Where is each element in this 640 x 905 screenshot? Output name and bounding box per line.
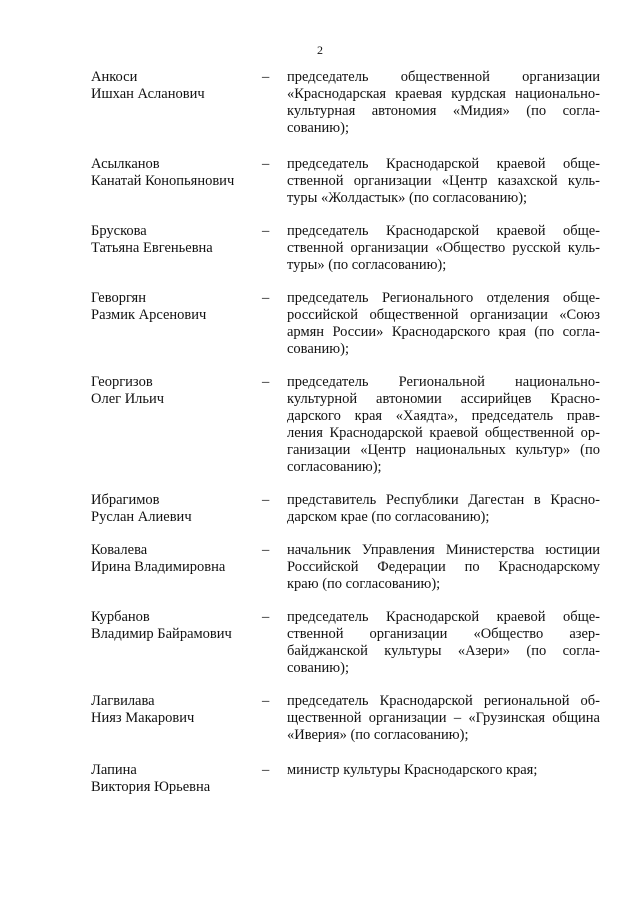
- position-line: ления Краснодарской краевой общественной ор-: [287, 425, 600, 441]
- dash-separator: –: [262, 542, 270, 558]
- member-position: [287, 156, 600, 207]
- position-line: сованию);: [287, 341, 349, 357]
- position-line: председатель Краснодарской краевой обще-: [287, 609, 600, 625]
- member-given-names: Размик Арсенович: [91, 307, 207, 323]
- position-line: согласованию);: [287, 459, 382, 475]
- member-given-names: Татьяна Евгеньевна: [91, 240, 213, 256]
- member-name: [91, 69, 256, 103]
- member-position: [287, 69, 600, 137]
- member-given-names: Руслан Алиевич: [91, 509, 192, 525]
- position-line: дарском крае (по согласованию);: [287, 509, 490, 525]
- member-surname: Ибрагимов: [91, 492, 160, 508]
- member-position: [287, 609, 600, 677]
- position-line: представитель Республики Дагестан в Красно-: [287, 492, 600, 508]
- member-position: [287, 492, 600, 526]
- member-position: [287, 762, 600, 779]
- position-line: культурной автономии ассирийцев Красно-: [287, 391, 600, 407]
- member-position: [287, 223, 600, 274]
- member-position: [287, 290, 600, 358]
- member-surname: Лапина: [91, 762, 137, 778]
- member-given-names: Олег Ильич: [91, 391, 165, 407]
- member-position: [287, 374, 600, 476]
- member-surname: Брускова: [91, 223, 147, 239]
- member-given-names: Нияз Макарович: [91, 710, 195, 726]
- dash-separator: –: [262, 762, 270, 778]
- member-surname: Асылканов: [91, 156, 160, 172]
- position-line: председатель Регионального отделения обще-: [287, 290, 600, 306]
- dash-separator: –: [262, 609, 270, 625]
- member-surname: Георгизов: [91, 374, 153, 390]
- list-item: [0, 762, 640, 852]
- member-name: [91, 609, 256, 643]
- position-line: культурная автономия «Мидия» (по согла-: [287, 103, 600, 119]
- list-item: [0, 290, 640, 380]
- position-line: туры «Жолдастык» (по согласованию);: [287, 190, 528, 206]
- position-line: Российской Федерации по Краснодарскому: [287, 559, 600, 575]
- member-surname: Анкоси: [91, 69, 138, 85]
- position-line: байджанской культуры «Азери» (по согла-: [287, 643, 600, 659]
- position-line: председатель Краснодарской региональной об-: [287, 693, 600, 709]
- member-surname: Лагвилава: [91, 693, 155, 709]
- member-position: [287, 542, 600, 593]
- dash-separator: –: [262, 492, 270, 508]
- position-line: «Иверия» (по согласованию);: [287, 727, 469, 743]
- member-name: [91, 762, 256, 796]
- position-line: ганизации «Центр национальных культур» (по: [287, 442, 600, 458]
- position-line: «Краснодарская краевая курдская национально-: [287, 86, 600, 102]
- position-line: министр культуры Краснодарского края;: [287, 762, 538, 778]
- member-surname: Ковалева: [91, 542, 148, 558]
- member-name: [91, 290, 256, 324]
- member-position: [287, 693, 600, 744]
- position-line: сованию);: [287, 660, 349, 676]
- dash-separator: –: [262, 69, 270, 85]
- member-given-names: Ирина Владимировна: [91, 559, 226, 575]
- position-line: ственной организации «Общество азер-: [287, 626, 600, 642]
- member-given-names: Ишхан Асланович: [91, 86, 205, 102]
- dash-separator: –: [262, 374, 270, 390]
- page-number: 2: [317, 43, 323, 57]
- position-line: российской общественной организации «Союз: [287, 307, 600, 323]
- position-line: ственной организации «Общество русской куль-: [287, 240, 600, 256]
- position-line: щественной организации – «Грузинская община: [287, 710, 600, 726]
- member-name: [91, 492, 256, 526]
- position-line: ственной организации «Центр казахской куль-: [287, 173, 600, 189]
- member-name: [91, 156, 256, 190]
- member-name: [91, 693, 256, 727]
- member-given-names: Виктория Юрьевна: [91, 779, 211, 795]
- position-line: краю (по согласованию);: [287, 576, 441, 592]
- member-given-names: Канатай Конопьянович: [91, 173, 235, 189]
- member-name: [91, 223, 256, 257]
- position-line: председатель Региональной национально-: [287, 374, 600, 390]
- position-line: сованию);: [287, 120, 349, 136]
- member-name: [91, 374, 256, 408]
- member-surname: Геворгян: [91, 290, 146, 306]
- position-line: начальник Управления Министерства юстиции: [287, 542, 600, 558]
- position-line: председатель Краснодарской краевой обще-: [287, 223, 600, 239]
- member-name: [91, 542, 256, 576]
- member-given-names: Владимир Байрамович: [91, 626, 232, 642]
- list-item: [0, 69, 640, 159]
- dash-separator: –: [262, 223, 270, 239]
- dash-separator: –: [262, 693, 270, 709]
- position-line: армян России» Краснодарского края (по согла-: [287, 324, 600, 340]
- list-item: [0, 609, 640, 699]
- dash-separator: –: [262, 156, 270, 172]
- position-line: дарского края «Хаядта», председатель прав-: [287, 408, 600, 424]
- dash-separator: –: [262, 290, 270, 306]
- position-line: туры» (по согласованию);: [287, 257, 447, 273]
- position-line: председатель Краснодарской краевой обще-: [287, 156, 600, 172]
- position-line: председатель общественной организации: [287, 69, 600, 85]
- list-item: [0, 374, 640, 475]
- member-surname: Курбанов: [91, 609, 150, 625]
